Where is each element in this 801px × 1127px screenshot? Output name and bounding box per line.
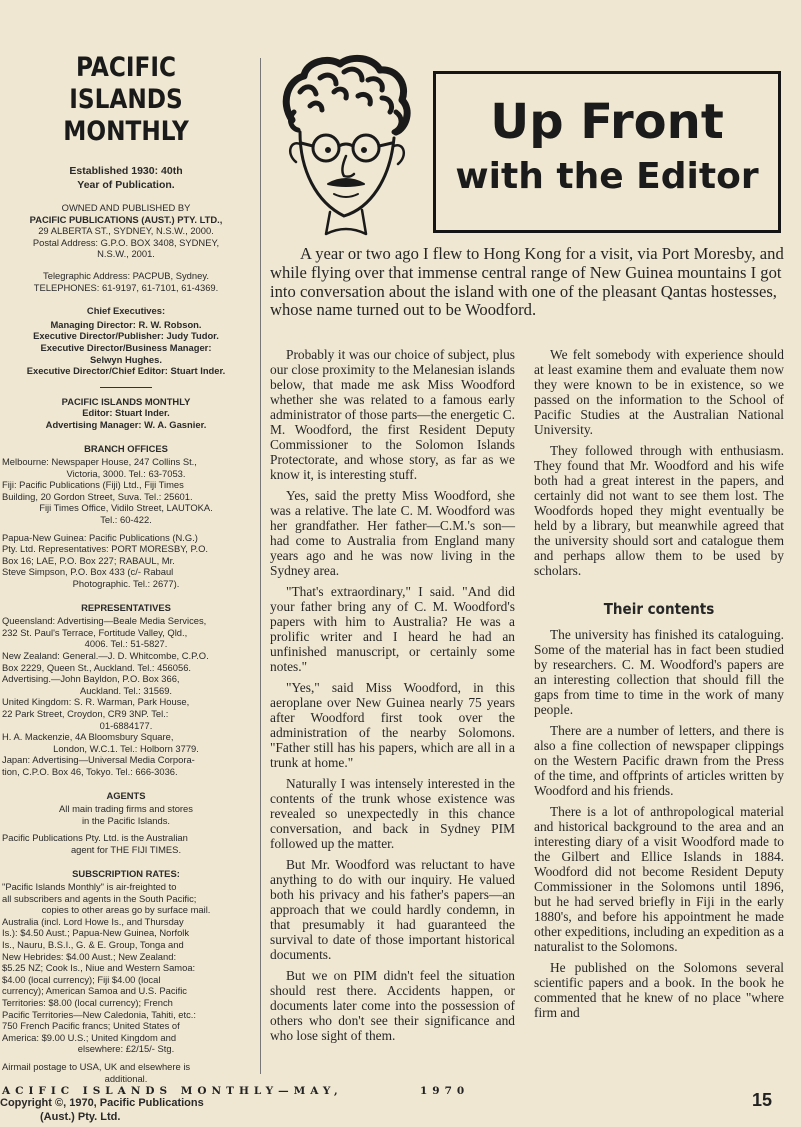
airmail-note: Airmail postage to USA, UK and elsewhere is [2,1061,191,1072]
subscription-line: Territories: $8.00 (local currency); French [2,997,173,1009]
subscription-line: New Hebrides: $4.00 Aust.; New Zealand: [2,950,177,962]
rep-uk-cont: 01-6884177. [99,719,153,731]
subscription-line: copies to other areas go by surface mail. [41,904,211,916]
branch-png-cont: Pty. Ltd. Representatives: PORT MORESBY, P.O. [2,543,208,555]
branch-fiji-cont: Tel.: 60-422. [100,514,152,526]
owner-line: 29 ALBERTA ST., SYDNEY, N.S.W., 2000. [38,225,214,237]
branch-fiji: Fiji: Pacific Publications (Fiji) Ltd., Fiji Times [2,479,184,491]
lead-paragraph: A year or two ago I flew to Hong Kong for a visit, via Port Moresby, and while flying over that immense central range of New Guinea mountains I got into conversation about the island with one of the pleasant Qantas hostesses, whose name turned out to be Woodford. [270,244,784,320]
agents-line: agent for THE FIJI TIMES. [70,843,182,855]
paragraph: Probably it was our choice of subject, plus our close proximity to the Melanesian islands below, that made me ask Miss Woodford whether she was related to a famous early administrator of those parts—the energetic C. M. Woodford, the first Resident Deputy Commissioner to the Solomon Islands Protectorate, and whose story, as far as we know it, is interesting stuff. [270,347,515,482]
established-block [0,164,252,192]
agents-line: All main trading firms and stores [59,803,193,815]
paragraph: Naturally I was intensely interested in the contents of the trunk whose existence was revealed so unexpectedly in this chance conversation, and back in Sydney PIM followed up the matter. [270,776,515,851]
subscription-line: America: $9.00 U.S.; United Kingdom and [2,1031,177,1043]
editor-caricature-image [270,52,418,240]
branch-png: Papua-New Guinea: Pacific Publications (N.G.) [2,531,198,543]
branch-fiji-cont: Building, 20 Gordon Street, Suva. Tel.: 25601. [2,490,193,502]
paragraph: But Mr. Woodford was reluctant to have anything to do with our inquiry. He valued both his privacy and his father's papers—an approach that we could hardly condemn, in that presumably it had guaranteed the survival to date of those important historical documents. [270,857,515,962]
rep-queensland: Queensland: Advertising—Beale Media Services, [2,615,207,627]
pim-advertising: Advertising Manager: W. A. Gasnier. [45,418,207,430]
pim-editor: Editor: Stuart Inder. [82,407,170,419]
paragraph: Yes, said the pretty Miss Woodford, she was a relative. The late C. M. Woodford was her grandfather. Her father—C.M.'s son—had come to Australia from England many years ago and he was now living in the Sydney area. [270,488,515,578]
subscription-line: Australia (incl. Lord Howe Is., and Thursday [2,915,184,927]
rep-queensland-cont: 232 St. Paul's Terrace, Fortitude Valley, Qld., [2,626,188,638]
branch-png-cont: Steve Simpson, P.O. Box 433 (c/- Rabaul [2,566,174,578]
subscription-line: Is.): $4.50 Aust.; Papua-New Guinea, Norfolk [2,927,190,939]
paragraph: The university has finished its cataloguing. Some of the material has in fact been studied by researchers. C. M. Woodford's papers are an interesting collection that should fill the gaps from time to time in the work of many people. [534,627,784,717]
page-number: 15 [752,1090,773,1110]
rep-uk-2: H. A. Mackenzie, 4A Bloomsbury Square, [2,731,174,743]
telephone-line: TELEPHONES: 61-9197, 61-7101, 61-4369. [33,281,219,293]
page-footer [0,1083,801,1103]
agents-line: in the Pacific Islands. [81,814,171,826]
footer-year: 1970 [420,1085,470,1097]
rep-uk-2-cont: London, W.C.1. Tel.: Holborn 3779. [53,742,199,754]
branch-png-cont: Photographic. Tel.: 2677). [72,578,180,590]
subscription-line: $4.00 (local currency); Fiji $4.00 (local [2,973,161,985]
article-column-2 [534,347,784,1026]
rep-new-zealand: New Zealand: General.—J. D. Whitcombe, C.P.O. [2,650,209,661]
masthead-title-line1: PACIFIC ISLANDS [69,52,183,115]
owner-block [0,202,252,260]
executive-line: Executive Director/Chief Editor: Stuart Inder. [26,365,226,377]
paragraph: "Yes," said Miss Woodford, in this aeroplane over New Guinea nearly 75 years after Woodford first took over the administration of the nearby Solomons. "Father still has his papers, which are all in a trunk at home." [270,680,515,770]
subscription-line: elsewhere: £2/15/- Stg. [77,1043,175,1055]
paragraph: "That's extraordinary," I said. "And did your father bring any of C. M. Woodford's papers with him to Australia? He was a prolific writer and I heard he had an unfinished manuscript, or certainly some notes." [270,584,515,674]
masthead-column [0,52,252,1124]
subheading: Their contents [603,600,715,618]
subscription-line: Is., Nauru, B.S.I., G. & E. Group, Tonga and [2,939,184,951]
rep-uk: United Kingdom: S. R. Warman, Park House, [2,696,190,708]
paragraph: There is a lot of anthropological material and historical background to the area and an interesting diary of a visit Woodford made to the Gilbert and Ellice Islands in 1884. Woodford did not become Resident Deputy Commissioner in the Solomons until 1896, but he had served briefly in Fiji in the early 1880's, and before his appointment he made other expeditions, including an expedition as a naturalist to the Solomons. [534,804,784,954]
rep-japan-cont: tion, C.P.O. Box 46, Tokyo. Tel.: 666-3036. [2,765,178,777]
paragraph: But we on PIM didn't feel the situation should rest there. Accidents happen, or documents later come into the possession of others who don't see their significance and who lose sight of them. [270,968,515,1043]
established-line: Established 1930: 40th [69,165,183,177]
telegraph-line: Telegraphic Address: PACPUB, Sydney. [43,269,209,281]
executive-line: Managing Director: R. W. Robson. [50,318,202,330]
executive-line: Selwyn Hughes. [90,353,162,365]
branch-melbourne-cont: Victoria, 3000. Tel.: 63-7053. [66,467,186,479]
paragraph: There are a number of letters, and there is also a fine collection of newspaper clippings on the Western Pacific drawn from the Press of the time, and offprints of articles written by Woodford and his friends. [534,723,784,798]
executive-line: Executive Director/Business Manager: [40,341,212,353]
subscription-line: Pacific Territories—New Caledonia, Tahiti, etc.: [2,1008,197,1020]
subscription-line: $5.25 NZ; Cook Is., Niue and Western Samoa: [2,962,196,974]
rep-uk-cont: 22 Park Street, Croydon, CR9 3NP. Tel.: [2,707,169,719]
column-title-line1: Up Front [490,94,724,150]
paragraph: They followed through with enthusiasm. They found that Mr. Woodford and his wife both had a great interest in the papers, and certainly did not want to see them lost. The Woodfords hoped they might eventually be held by a library, but meanwhile agreed that the university should sort and catalogue them and perhaps allow them to be used by scholars. [534,443,784,578]
airmail-note-cont: additional. [104,1072,148,1084]
rep-new-zealand-cont: Box 2229, Queen St., Auckland. Tel.: 456056. [2,661,192,673]
column-title-box [433,71,781,233]
subscription-line: all subscribers and agents in the South Pacific; [2,892,197,904]
agents-heading: AGENTS [106,789,146,801]
branch-fiji-cont: Fiji Times Office, Vidilo Street, LAUTOKA. [39,502,213,514]
subscription-heading: SUBSCRIPTION RATES: [72,867,180,879]
footer-publication: ACIFIC ISLANDS MONTHLY—MAY, [2,1085,343,1097]
branch-offices-heading: BRANCH OFFICES [84,442,168,454]
article-column-1 [270,347,515,1049]
copyright-line: Copyright ©, 1970, Pacific Publications [0,1097,204,1110]
subscription-line: currency); American Samoa and U.S. Pacific [2,985,187,997]
column-title-line2: with the Editor [455,156,759,197]
owner-line: PACIFIC PUBLICATIONS (AUST.) PTY. LTD., [29,213,223,225]
representatives-heading: REPRESENTATIVES [81,601,171,613]
branch-melbourne: Melbourne: Newspaper House, 247 Collins St., [2,456,197,468]
owner-line: Postal Address: G.P.O. BOX 3408, SYDNEY, [32,236,220,248]
subscription-line: "Pacific Islands Monthly" is air-freighted to [2,881,177,893]
rep-queensland-cont: 4006. Tel.: 51-5827. [84,638,168,650]
owner-line: OWNED AND PUBLISHED BY [61,202,191,213]
paragraph: He published on the Solomons several scientific papers and a book. In the book he commented that he knew of no place "where firm and [534,960,784,1020]
rep-new-zealand-cont: Advertising.—John Bayldon, P.O. Box 366, [2,673,180,685]
subscription-line: 750 French Pacific francs; United States of [2,1020,180,1032]
pim-heading: PACIFIC ISLANDS MONTHLY [61,395,191,407]
rep-new-zealand-cont: Auckland. Tel.: 31569. [79,684,173,696]
masthead-title-line2: MONTHLY [63,116,189,147]
owner-line: N.S.W., 2001. [97,248,155,260]
divider [100,387,152,388]
established-line: Year of Publication. [77,179,175,191]
column-divider [260,58,261,1074]
rep-japan: Japan: Advertising—Universal Media Corpora- [2,754,195,766]
agents-line: Pacific Publications Pty. Ltd. is the Australian [2,832,188,844]
paragraph: We felt somebody with experience should at least examine them and evaluate them now they were known to be in existence, so we passed on the information to the School of Pacific Studies at the Australian National University. [534,347,784,437]
telegraph-block [0,270,252,293]
chief-executives-heading: Chief Executives: [86,305,166,317]
executive-line: Executive Director/Publisher: Judy Tudor. [33,330,219,342]
branch-png-cont: Box 16; LAE, P.O. Box 227; RABAUL, Mr. [2,554,175,566]
copyright-line: (Aust.) Pty. Ltd. [40,1111,121,1124]
